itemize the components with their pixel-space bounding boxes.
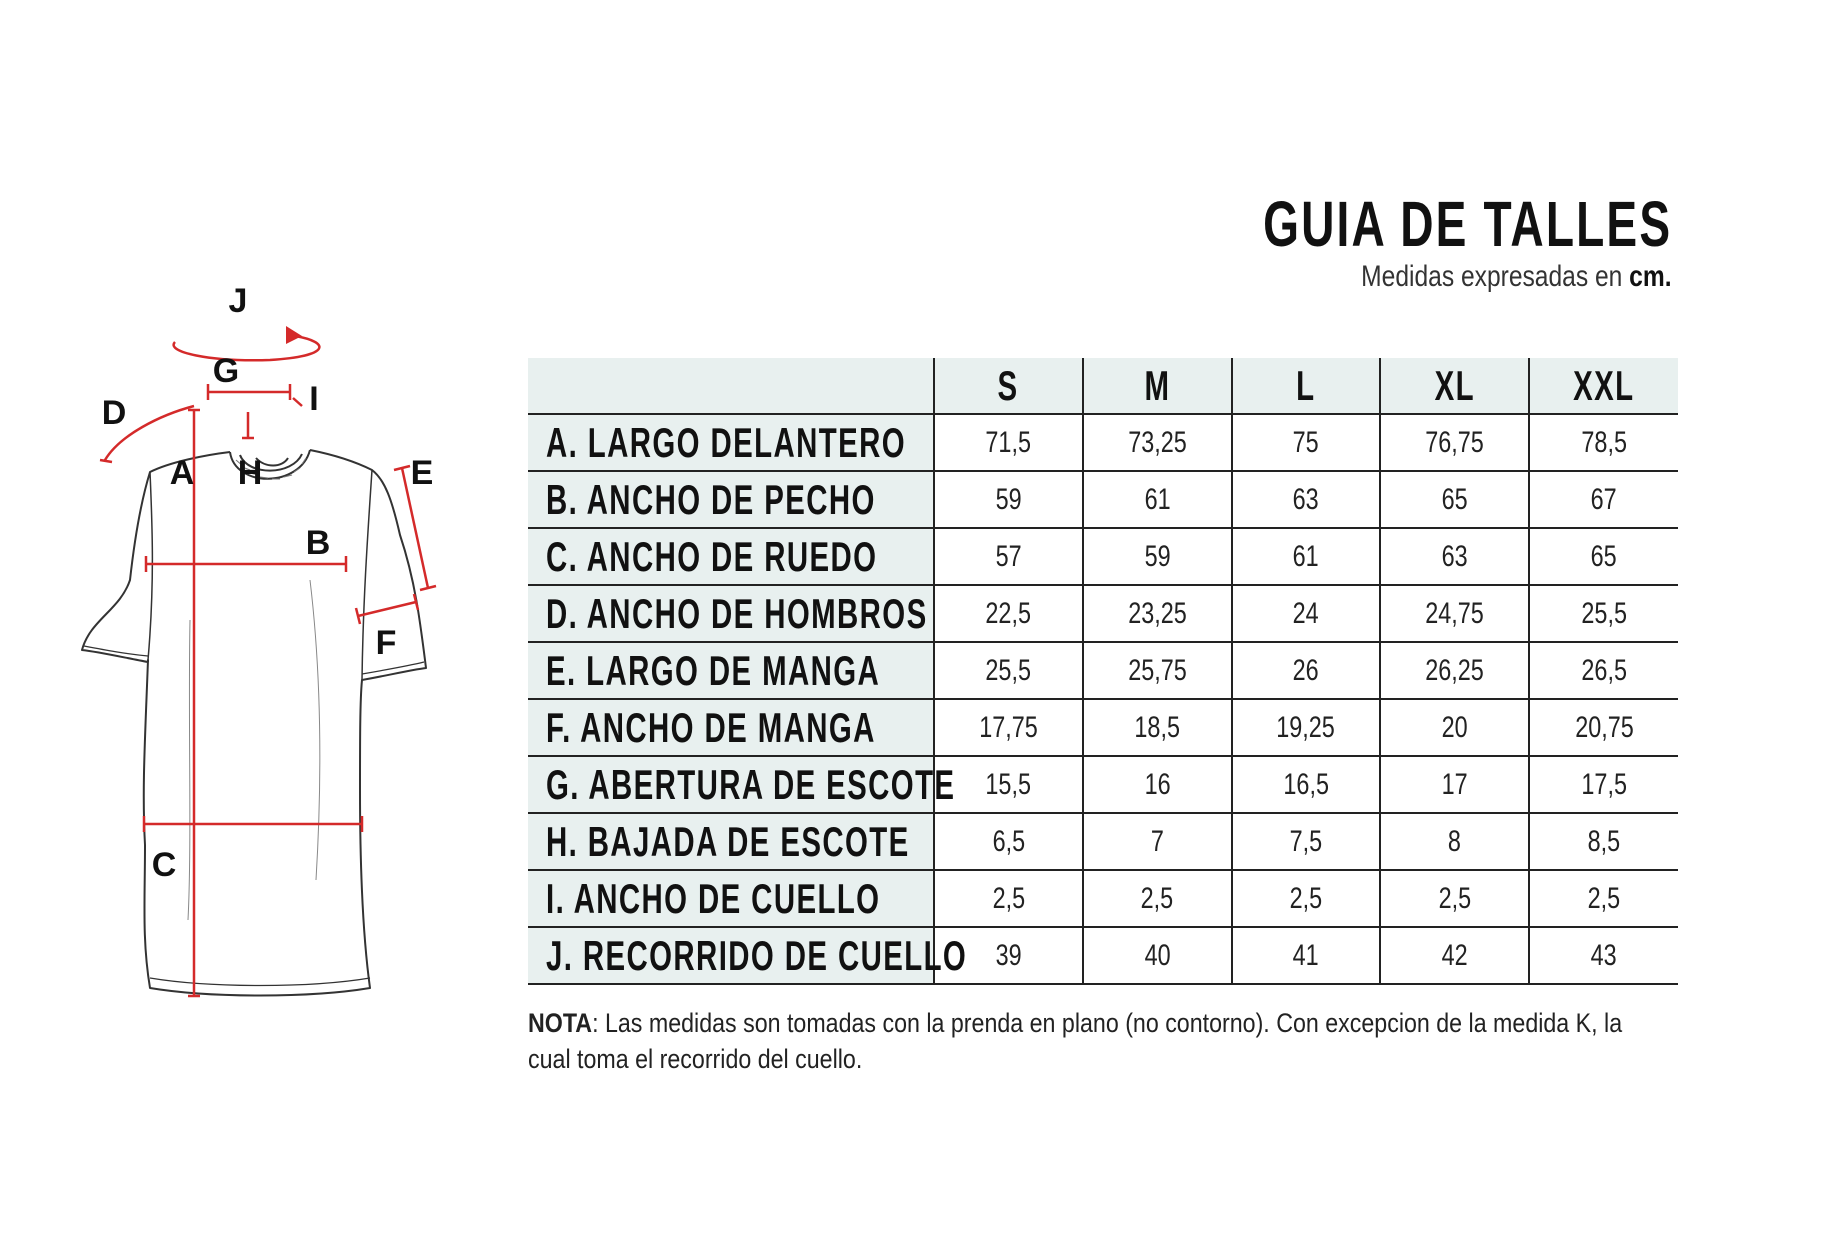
measure-value: 63 bbox=[1232, 471, 1381, 528]
measure-value: 16,5 bbox=[1232, 756, 1381, 813]
measure-value: 19,25 bbox=[1232, 699, 1381, 756]
measure-label: B. ANCHO DE PECHO bbox=[528, 471, 934, 528]
measure-value: 57 bbox=[934, 528, 1083, 585]
measure-label: E. LARGO DE MANGA bbox=[528, 642, 934, 699]
measure-value: 17,5 bbox=[1529, 756, 1678, 813]
table-row bbox=[528, 756, 1678, 813]
subtitle-text: Medidas expresadas en bbox=[1361, 260, 1623, 293]
measure-value: 41 bbox=[1232, 927, 1381, 984]
measure-value: 75 bbox=[1232, 414, 1381, 471]
footnote bbox=[528, 1005, 1648, 1077]
label-b: B bbox=[305, 524, 331, 562]
measure-value: 8,5 bbox=[1529, 813, 1678, 870]
tshirt-diagram bbox=[60, 282, 500, 1000]
measure-value: 8 bbox=[1380, 813, 1529, 870]
measure-f-line bbox=[358, 602, 416, 616]
measure-value: 61 bbox=[1083, 471, 1232, 528]
size-table bbox=[528, 358, 1678, 985]
size-header-s: S bbox=[934, 358, 1083, 414]
label-g: G bbox=[212, 352, 240, 390]
table-row bbox=[528, 813, 1678, 870]
measure-value: 2,5 bbox=[934, 870, 1083, 927]
label-a: A bbox=[169, 454, 195, 492]
measure-label: G. ABERTURA DE ESCOTE bbox=[528, 756, 934, 813]
measure-label: J. RECORRIDO DE CUELLO bbox=[528, 927, 934, 984]
measure-value: 63 bbox=[1380, 528, 1529, 585]
measure-value: 24,75 bbox=[1380, 585, 1529, 642]
measure-value: 42 bbox=[1380, 927, 1529, 984]
measure-value: 2,5 bbox=[1083, 870, 1232, 927]
measure-value: 59 bbox=[934, 471, 1083, 528]
measure-label: F. ANCHO DE MANGA bbox=[528, 699, 934, 756]
measure-j-arrow bbox=[286, 326, 302, 344]
measure-value: 65 bbox=[1380, 471, 1529, 528]
header-corner bbox=[528, 358, 934, 414]
measure-label: I. ANCHO DE CUELLO bbox=[528, 870, 934, 927]
page-title: GUIA DE TALLES bbox=[1262, 188, 1672, 260]
measure-value: 20 bbox=[1380, 699, 1529, 756]
size-header-xxl: XXL bbox=[1529, 358, 1678, 414]
size-header-row bbox=[528, 358, 1678, 414]
measure-value: 76,75 bbox=[1380, 414, 1529, 471]
measure-value: 6,5 bbox=[934, 813, 1083, 870]
table-row bbox=[528, 528, 1678, 585]
label-e: E bbox=[410, 454, 434, 492]
table-row bbox=[528, 414, 1678, 471]
size-header-l: L bbox=[1232, 358, 1381, 414]
measure-value: 26,25 bbox=[1380, 642, 1529, 699]
footnote-text: : Las medidas son tomadas con la prenda en plano (no contorno). Con excepcion de la medida K, la cual toma el recorrido del cuello. bbox=[528, 1008, 1623, 1074]
table-row bbox=[528, 870, 1678, 927]
table-row bbox=[528, 699, 1678, 756]
measure-value: 23,25 bbox=[1083, 585, 1232, 642]
measure-value: 78,5 bbox=[1529, 414, 1678, 471]
measure-value: 2,5 bbox=[1232, 870, 1381, 927]
measure-value: 2,5 bbox=[1380, 870, 1529, 927]
measure-j-arc bbox=[174, 336, 320, 360]
measure-value: 65 bbox=[1529, 528, 1678, 585]
measure-value: 59 bbox=[1083, 528, 1232, 585]
label-j: J bbox=[228, 282, 248, 320]
size-header-xl: XL bbox=[1380, 358, 1529, 414]
measure-value: 7 bbox=[1083, 813, 1232, 870]
measure-value: 25,75 bbox=[1083, 642, 1232, 699]
measure-value: 71,5 bbox=[934, 414, 1083, 471]
table-row bbox=[528, 585, 1678, 642]
tshirt-outline bbox=[82, 450, 426, 996]
measure-value: 15,5 bbox=[934, 756, 1083, 813]
measure-value: 22,5 bbox=[934, 585, 1083, 642]
measure-value: 25,5 bbox=[1529, 585, 1678, 642]
label-i: I bbox=[309, 380, 319, 418]
measure-value: 2,5 bbox=[1529, 870, 1678, 927]
measure-value: 17,75 bbox=[934, 699, 1083, 756]
measure-value: 40 bbox=[1083, 927, 1232, 984]
measure-label: H. BAJADA DE ESCOTE bbox=[528, 813, 934, 870]
measure-value: 73,25 bbox=[1083, 414, 1232, 471]
page-subtitle bbox=[1362, 262, 1672, 292]
measure-value: 16 bbox=[1083, 756, 1232, 813]
measure-value: 39 bbox=[934, 927, 1083, 984]
measure-i-line bbox=[293, 398, 302, 406]
measure-value: 61 bbox=[1232, 528, 1381, 585]
measure-value: 24 bbox=[1232, 585, 1381, 642]
measure-value: 17 bbox=[1380, 756, 1529, 813]
size-header-m: M bbox=[1083, 358, 1232, 414]
table-row bbox=[528, 471, 1678, 528]
label-h: H bbox=[237, 454, 263, 492]
measure-value: 26 bbox=[1232, 642, 1381, 699]
measure-label: C. ANCHO DE RUEDO bbox=[528, 528, 934, 585]
measure-label: D. ANCHO DE HOMBROS bbox=[528, 585, 934, 642]
measure-label: A. LARGO DELANTERO bbox=[528, 414, 934, 471]
subtitle-unit: cm. bbox=[1629, 260, 1672, 293]
table-row bbox=[528, 927, 1678, 984]
measure-value: 20,75 bbox=[1529, 699, 1678, 756]
measure-value: 7,5 bbox=[1232, 813, 1381, 870]
label-d: D bbox=[101, 394, 127, 432]
measure-value: 43 bbox=[1529, 927, 1678, 984]
measure-value: 18,5 bbox=[1083, 699, 1232, 756]
label-c: C bbox=[151, 846, 177, 884]
table-row bbox=[528, 642, 1678, 699]
footnote-prefix: NOTA bbox=[528, 1008, 593, 1038]
label-f: F bbox=[375, 624, 397, 662]
measure-value: 67 bbox=[1529, 471, 1678, 528]
measure-value: 25,5 bbox=[934, 642, 1083, 699]
measure-value: 26,5 bbox=[1529, 642, 1678, 699]
